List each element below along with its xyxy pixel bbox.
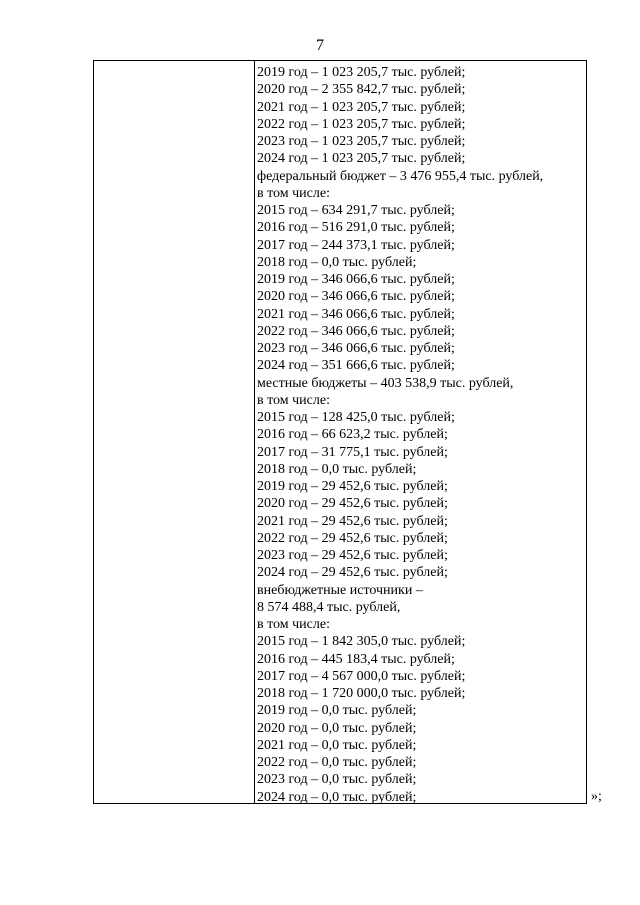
funding-line: 2024 год – 1 023 205,7 тыс. рублей; xyxy=(257,151,466,167)
funding-line: внебюджетные источники – xyxy=(257,582,423,598)
funding-line: 2019 год – 0,0 тыс. рублей; xyxy=(257,703,417,719)
funding-table xyxy=(93,60,587,804)
funding-line: 2023 год – 346 066,6 тыс. рублей; xyxy=(257,341,455,356)
closing-quote: »; xyxy=(591,789,602,804)
funding-line: 2018 год – 1 720 000,0 тыс. рублей; xyxy=(257,686,466,701)
funding-line: 2017 год – 4 567 000,0 тыс. рублей; xyxy=(257,668,466,684)
funding-line: федеральный бюджет – 3 476 955,4 тыс. рублей, xyxy=(257,168,544,184)
funding-line: 2016 год – 445 183,4 тыс. рублей; xyxy=(257,651,455,667)
funding-line: 2021 год – 0,0 тыс. рублей; xyxy=(257,737,417,753)
column-divider xyxy=(254,61,255,803)
funding-lines xyxy=(257,64,582,806)
funding-line: 2016 год – 66 623,2 тыс. рублей; xyxy=(257,427,448,443)
funding-line: 8 574 488,4 тыс. рублей, xyxy=(257,599,401,615)
funding-line: 2019 год – 29 452,6 тыс. рублей; xyxy=(257,479,448,494)
funding-line: 2018 год – 0,0 тыс. рублей; xyxy=(257,254,417,270)
funding-line: 2015 год – 634 291,7 тыс. рублей; xyxy=(257,203,455,218)
funding-line: 2024 год – 351 666,6 тыс. рублей; xyxy=(257,358,455,374)
funding-line: 2015 год – 1 842 305,0 тыс. рублей; xyxy=(257,634,466,650)
page-number: 7 xyxy=(316,37,324,54)
funding-line: 2024 год – 29 452,6 тыс. рублей; xyxy=(257,565,448,581)
funding-line: 2023 год – 29 452,6 тыс. рублей; xyxy=(257,548,448,563)
funding-line: местные бюджеты – 403 538,9 тыс. рублей, xyxy=(257,375,514,391)
funding-line: 2020 год – 0,0 тыс. рублей; xyxy=(257,720,417,736)
funding-line: 2016 год – 516 291,0 тыс. рублей; xyxy=(257,220,455,236)
funding-line: 2022 год – 0,0 тыс. рублей; xyxy=(257,755,417,770)
funding-line: 2017 год – 31 775,1 тыс. рублей; xyxy=(257,444,448,460)
funding-line: в том числе: xyxy=(257,617,330,632)
funding-line: 2018 год – 0,0 тыс. рублей; xyxy=(257,461,417,477)
funding-line: 2022 год – 346 066,6 тыс. рублей; xyxy=(257,323,455,339)
funding-line: 2020 год – 29 452,6 тыс. рублей; xyxy=(257,496,448,512)
funding-line: 2019 год – 1 023 205,7 тыс. рублей; xyxy=(257,65,466,80)
funding-line: 2023 год – 0,0 тыс. рублей; xyxy=(257,772,417,788)
funding-line: 2019 год – 346 066,6 тыс. рублей; xyxy=(257,272,455,287)
funding-line: в том числе: xyxy=(257,392,330,408)
funding-line: 2022 год – 29 452,6 тыс. рублей; xyxy=(257,530,448,546)
funding-line: 2021 год – 29 452,6 тыс. рублей; xyxy=(257,513,448,529)
funding-line: 2015 год – 128 425,0 тыс. рублей; xyxy=(257,410,455,425)
funding-line: 2020 год – 2 355 842,7 тыс. рублей; xyxy=(257,82,466,98)
funding-line: в том числе: xyxy=(257,185,330,201)
funding-line: 2022 год – 1 023 205,7 тыс. рублей; xyxy=(257,116,466,132)
funding-line: 2021 год – 346 066,6 тыс. рублей; xyxy=(257,306,455,322)
funding-line: 2023 год – 1 023 205,7 тыс. рублей; xyxy=(257,134,466,149)
funding-line: 2020 год – 346 066,6 тыс. рублей; xyxy=(257,289,455,305)
funding-line: 2017 год – 244 373,1 тыс. рублей; xyxy=(257,237,455,253)
funding-line: 2021 год – 1 023 205,7 тыс. рублей; xyxy=(257,99,466,115)
funding-line: 2024 год – 0,0 тыс. рублей; xyxy=(257,789,417,805)
